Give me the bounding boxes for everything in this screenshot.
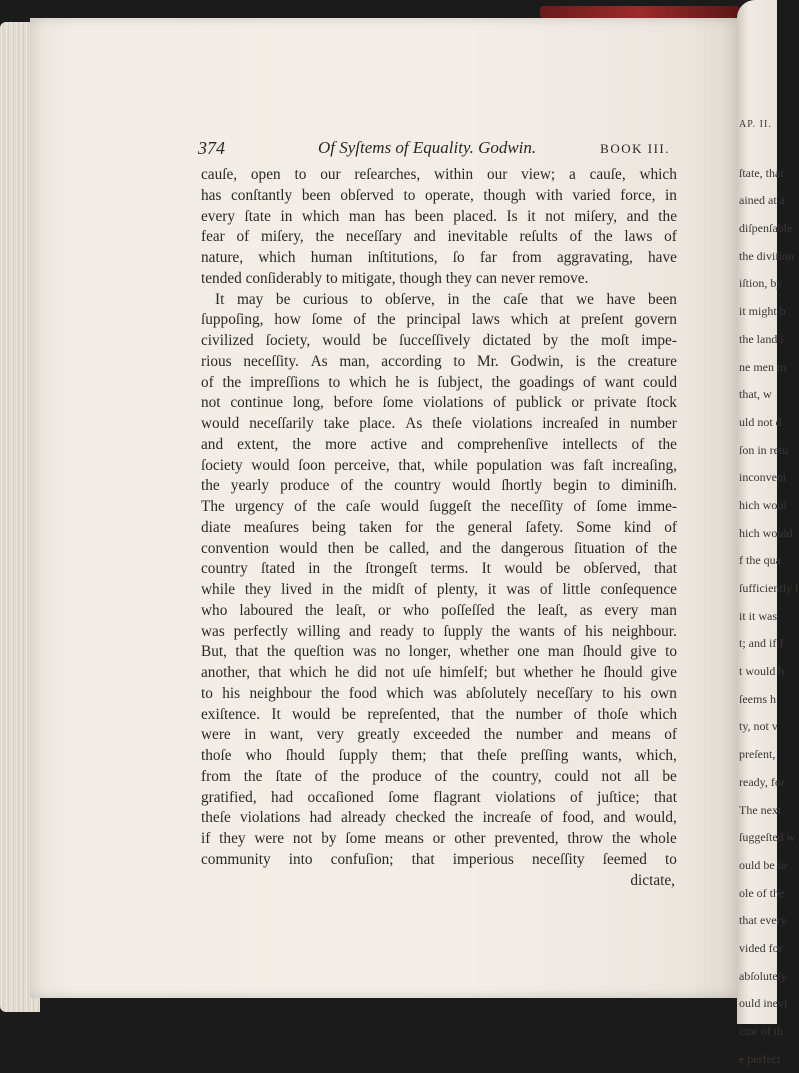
text-line: cauſe, open to our reſearches, within our view; a cauſe, which [201,166,677,183]
facing-page-line: f the qua [739,553,781,568]
text-line: community into confuſion; that imperious neceſſity ſeemed to [201,850,677,868]
facing-page-line: ole of the [739,885,785,900]
running-title: Of Syſtems of Equality. Godwin. [318,138,537,157]
facing-page-line: diſpenſable [739,221,793,236]
facing-page-line: iſtion, by [739,276,783,291]
facing-page-line: ready, for [739,774,785,789]
text-line: ſuppoſing, how ſome of the principal laws which at preſent govern [201,311,677,329]
text-line: every ſtate in which man has been placed. Is it not miſery, and the [201,207,677,225]
text-line: ſociety would ſoon perceive, that, while population was faſt increaſing, [201,456,677,474]
text-line: would neceſſarily take place. As theſe violations increaſed in number [201,415,677,432]
text-line: thoſe who ſhould ſupply them; that theſe preſſing wants, which, [201,747,677,764]
facing-page-line: inconveni [739,470,787,485]
text-line: has conſtantly been obſerved to operate, though with varied force, in [201,186,677,204]
text-line: while they lived in the midſt of plenty, it was of little conſequence [201,581,677,598]
binding-strip [540,6,740,18]
facing-page-line: that, w [739,387,772,402]
text-line: if they were not by ſome means or other prevented, throw the whole [201,830,677,847]
facing-page-line: ould be ur [739,857,788,872]
text-line: to his neighbour the food which was abſolutely neceſſary to his own [201,684,677,702]
text-line: But, that the queſtion was no longer, whether one man ſhould give to [201,643,677,661]
text-line: gratified, had occaſioned ſome flagrant violations of juſtice; that [201,788,677,806]
facing-page [737,0,799,1066]
text-line: of the impreſſions to which he is ſubject, the goadings of want could [201,373,677,391]
facing-page-header: AP. II. [739,119,772,130]
facing-page-line: e perfect [739,1051,781,1066]
facing-page-line: vided for [739,940,783,955]
facing-page-line: preſent, [739,747,776,762]
facing-page-text [739,118,799,1066]
facing-page-line: it it was [739,608,777,623]
facing-page-line: uld not d [739,414,782,429]
text-line: convention would then be called, and the dangerous ſituation of the [201,539,677,557]
running-head [198,138,670,162]
facing-page-line: ſuggeſted w [739,830,796,845]
facing-page-line: The next [739,802,782,817]
text-line: not continue long, before ſome violations of publick or private ſtock [201,394,677,412]
text-line: who laboured the leaſt, or who poſſeſſed the leaſt, as every man [201,601,677,619]
facing-page-line: the land i [739,331,784,346]
facing-page-line: abſolutely [739,968,787,983]
text-line: was perfectly willing and ready to ſupply the wants of his neighbour. [201,622,677,640]
body-text [201,165,677,891]
text-line: tended conſiderably to mitigate, though they can never remove. [201,269,589,287]
paragraph [201,165,677,290]
facing-page-line: ained at a [739,193,785,208]
text-line: fear of miſery, the neceſſary and inevitable reſults of the laws of [201,228,677,246]
text-line: from the ſtate of the produce of the country, could not all be [201,767,677,785]
text-line: diate meaſures being taken for the general ſafety. Some kind of [201,518,677,536]
text-line: theſe violations had already checked the increaſe of food, and would, [201,809,677,827]
book-label: BOOK III. [600,141,670,156]
text-line: exiſtence. It would be repreſented, that the number of thoſe which [201,705,677,723]
facing-page-line: ty, not v [739,719,778,734]
facing-page-line: the diviſion [739,248,794,263]
facing-page-line: it might b [739,304,786,319]
text-line: rious neceſſity. As man, according to Mr. Godwin, is the creature [201,352,677,370]
facing-page-line: ctor of th [739,1024,783,1038]
text-line: country ſtated in the ſtrongeſt terms. It would be obſerved, that [201,560,677,578]
text-line: nature, which human inſtitutions, ſo far from aggravating, have [201,249,677,266]
text-line: were in want, very greatly exceeded the number and means of [201,726,677,744]
facing-page-line: ſufficiently l [739,581,799,595]
facing-page-line: ſeems h [739,691,776,706]
text-line: the yearly produce of the country would ſhortly begin to diminiſh. [201,477,677,495]
facing-page-line: ſon in retu [739,442,789,457]
facing-page-line: ould inevi [739,996,788,1011]
text-line: The urgency of the caſe would ſuggeſt the neceſſity of ſome imme- [201,498,677,515]
paragraph [201,290,677,871]
facing-page-line: hich woul [739,497,787,512]
facing-page-line: ne men m [739,359,787,374]
facing-page-line: t would b [739,664,785,679]
facing-page-line: t; and if I [739,636,784,651]
text-line: another, that which he did not uſe himſelf; but whether he ſhould give [201,664,677,681]
catchword: dictate, [630,871,675,889]
facing-page-line: that every [739,913,787,928]
text-line: It may be curious to obſerve, in the caſe that we have been [215,290,677,308]
text-line: civilized ſociety, would be ſucceſſively dictated by the moſt impe- [201,332,677,349]
page-number: 374 [198,138,225,158]
facing-page-line: ſtate, that [739,165,784,180]
facing-page-line: hich would [739,525,793,540]
text-line: and extent, the more active and comprehenſive intellects of the [201,435,677,453]
